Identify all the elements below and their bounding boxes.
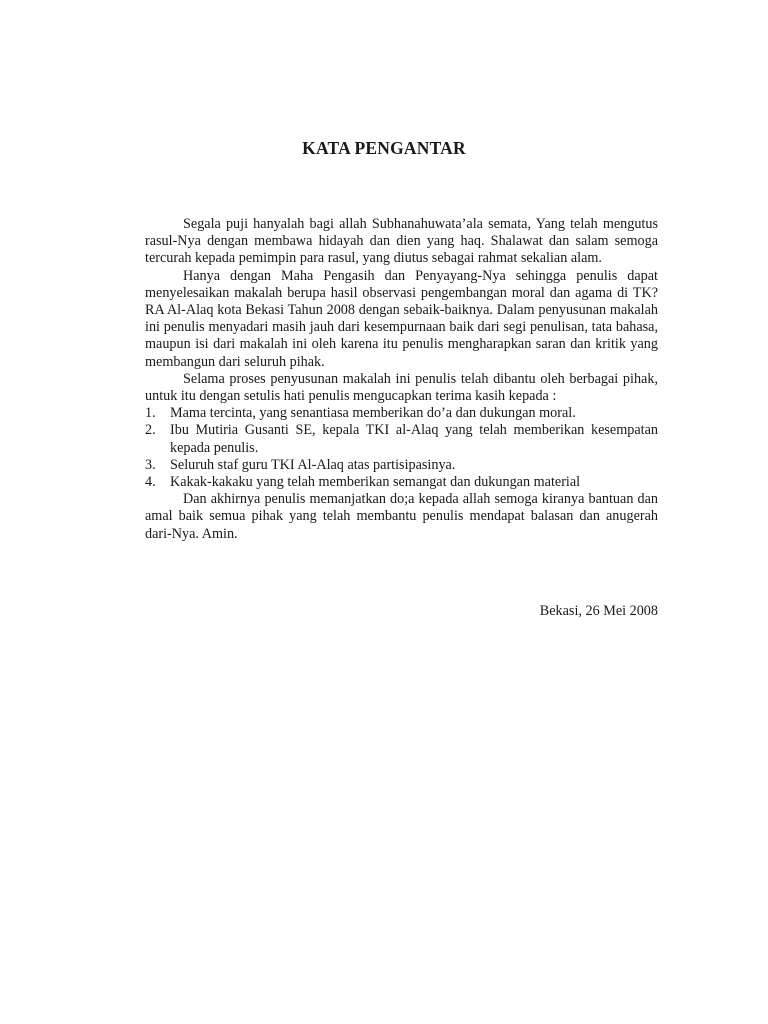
list-item-number: 3. (145, 456, 156, 473)
list-item-text: Ibu Mutiria Gusanti SE, kepala TKI al-Alaq yang telah memberikan kesempatan kepada penulis. (170, 422, 658, 456)
document-title: KATA PENGANTAR (302, 138, 466, 158)
document-body (145, 216, 658, 543)
paragraph-closing: Dan akhirnya penulis memanjatkan do;a kepada allah semoga kiranya bantuan dan amal baik semua pihak yang telah membantu penulis mendapat balasan dan anugerah dari-Nya. Amin. (145, 491, 658, 542)
signoff-place-date: Bekasi, 26 Mei 2008 (539, 603, 658, 619)
thanks-list (145, 405, 658, 491)
list-item (145, 457, 658, 474)
paragraph-opening: Segala puji hanyalah bagi allah Subhanahuwata’ala semata, Yang telah mengutus rasul-Nya dengan membawa hidayah dan dien yang haq. Shalawat dan salam semoga tercurah kepada pemimpin para rasul, yang diutus sebagai rahmat sekalian alam. (145, 216, 658, 267)
list-item-text: Kakak-kakaku yang telah memberikan semangat dan dukungan material (170, 474, 581, 491)
list-item (145, 474, 658, 491)
paragraph-purpose: Hanya dengan Maha Pengasih dan Penyayang-Nya sehingga penulis dapat menyelesaikan makalah berupa hasil observasi pengembangan moral dan agama di TK?RA Al-Alaq kota Bekasi Tahun 2008 dengan sebaik-baiknya. Dalam penyusunan makalah ini penulis menyadari masih jauh dari kesempurnaan baik dari segi penulisan, tata bahasa, maupun isi dari makalah ini oleh karena itu penulis mengharapkan saran dan kritik yang membangun dari seluruh pihak. (145, 267, 658, 370)
list-item-number: 2. (145, 422, 156, 439)
list-item-number: 4. (145, 474, 156, 491)
list-item-text: Seluruh staf guru TKI Al-Alaq atas partisipasinya. (170, 456, 456, 473)
list-item-text: Mama tercinta, yang senantiasa memberikan do’a dan dukungan moral. (170, 405, 576, 422)
paragraph-thanks-intro: Selama proses penyusunan makalah ini penulis telah dibantu oleh berbagai pihak, untuk itu dengan setulis hati penulis mengucapkan terima kasih kepada : (145, 370, 658, 405)
list-item (145, 405, 658, 422)
list-item (145, 422, 658, 456)
list-item-number: 1. (145, 405, 156, 422)
